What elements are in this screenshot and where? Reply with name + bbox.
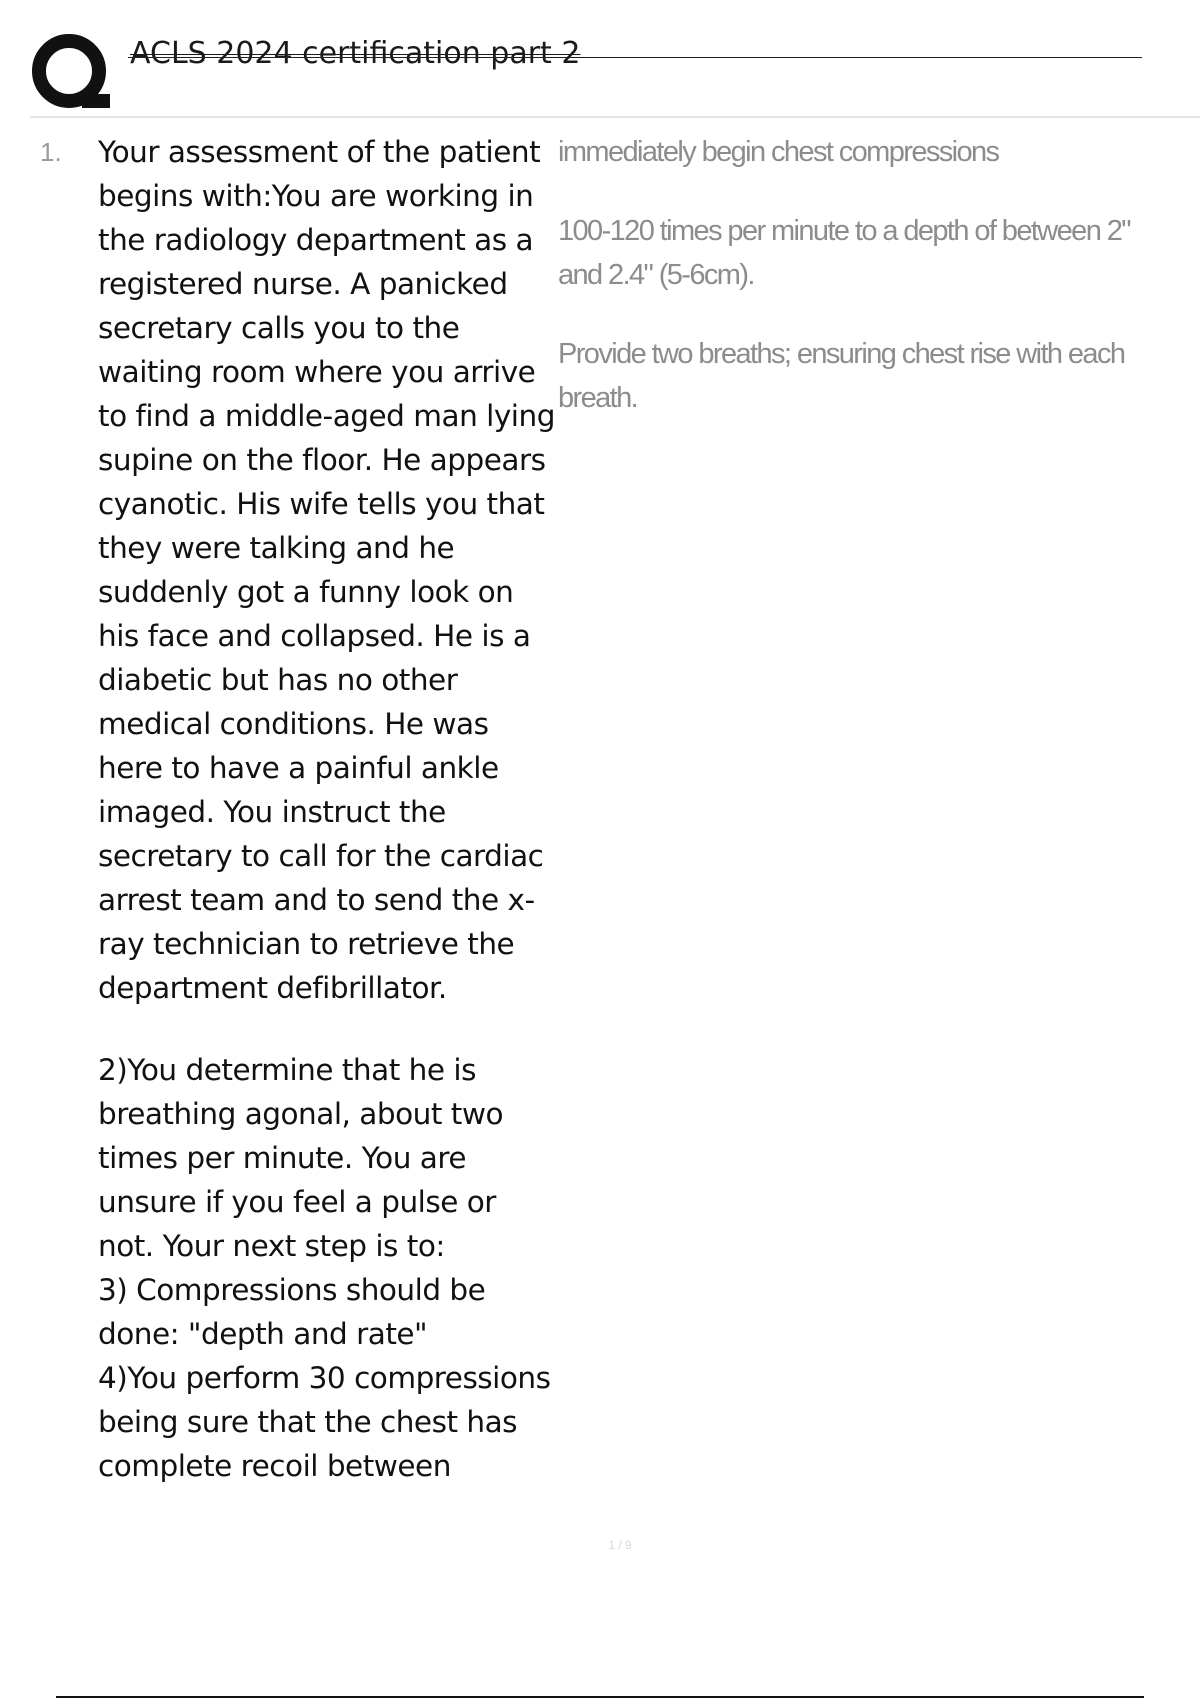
quizlet-q-logo-icon [30,32,112,114]
question-line: 3) Compressions should be done: "depth and rate" [98,1273,486,1351]
title-rule [128,57,1142,58]
answer-definition [558,130,1178,420]
document-title: ACLS 2024 certification part 2 [130,36,581,71]
page-indicator: 1 / 9 [608,1538,632,1552]
question-line: 2)You determine that he is breathing agonal, about two times per minute. You are unsure if you feel a pulse or not. Your next step is to: [98,1053,504,1263]
answer-line: 100-120 times per minute to a depth of between 2" and 2.4" (5-6cm). [558,215,1130,291]
header-divider [30,116,1200,118]
footer-rule [56,1696,1144,1698]
answer-line: immediately begin chest compressions [558,136,999,168]
question-line: 4)You perform 30 compressions being sure that the chest has complete recoil between [98,1361,551,1483]
question-term [98,130,560,1488]
question-paragraph: Your assessment of the patient begins with:You are working in the radiology department as a registered nurse. A panicked secretary calls you to the waiting room where you arrive to find a middle-aged man lying supine on the floor. He appears cyanotic. His wife tells you that they were talking and he suddenly got a funny look on his face and collapsed. He is a diabetic but has no other medical conditions. He was here to have a painful ankle imaged. You instruct the secretary to call for the cardiac arrest team and to send the x-ray technician to retrieve the department defibrillator. [98,135,555,1005]
answer-line: Provide two breaths; ensuring chest rise with each breath. [558,338,1125,414]
item-number: 1. [40,137,62,167]
